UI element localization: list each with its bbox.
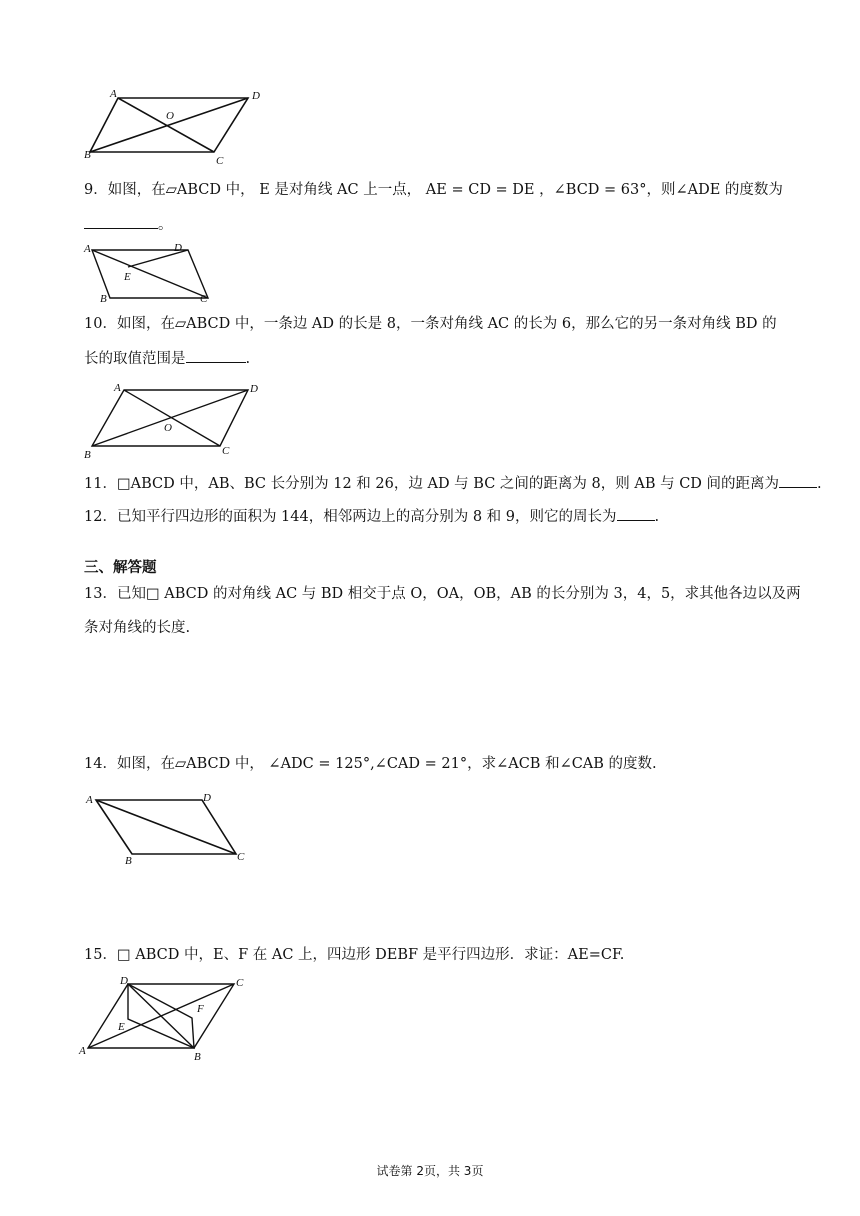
q10-text-line2: 长的取值范围是 . [84, 348, 250, 369]
label-o: O [164, 422, 172, 434]
label-b: B [100, 293, 107, 305]
label-e: E [118, 1021, 125, 1033]
label-d: D [250, 383, 258, 395]
q13-text: 13．已知□ ABCD 的对角线 AC 与 BD 相交于点 O，OA，OB，AB 的长分别为 3，4，5，求其他各边以及两 [84, 586, 801, 602]
label-b: B [125, 855, 132, 867]
page-footer: 试卷第 2页，共 3页 [376, 1164, 484, 1178]
q11-text: 11．□ABCD 中，AB、BC 长分别为 12 和 26，边 AD 与 BC 之间的距离为 8，则 AB 与 CD 间的距离为 . [84, 473, 822, 494]
q10-answer-blank[interactable] [186, 348, 246, 363]
label-a: A [84, 243, 91, 255]
label-f: F [197, 1003, 204, 1015]
q9-text: 9．如图，在▱ABCD 中， E 是对角线 AC 上一点， AE = CD = DE ，∠BCD = 63°，则∠ADE 的度数为 [84, 182, 783, 198]
figure-q10 [80, 378, 270, 466]
figure-parallelogram-top [80, 86, 280, 172]
q15-text: 15．□ ABCD 中，E、F 在 AC 上，四边形 DEBF 是平行四边形．求证：AE=CF. [84, 947, 625, 963]
label-o: O [166, 110, 174, 122]
q14-text: 14．如图，在▱ABCD 中， ∠ADC = 125°,∠CAD = 21°，求∠ACB 和∠CAB 的度数. [84, 756, 657, 772]
q12-answer-blank[interactable] [617, 506, 655, 521]
label-b: B [84, 449, 91, 461]
q9-end: 。 [158, 217, 173, 233]
q11-answer-blank[interactable] [779, 473, 817, 488]
q9-answer-blank[interactable] [84, 214, 158, 229]
label-e: E [124, 271, 131, 283]
label-c: C [237, 851, 245, 863]
label-d: D [252, 90, 260, 102]
label-b: B [194, 1051, 201, 1063]
label-a: A [110, 88, 117, 100]
q12-text: 12．已知平行四边形的面积为 144，相邻两边上的高分别为 8 和 9，则它的周长为 . [84, 506, 659, 527]
q10-text: 10．如图，在▱ABCD 中，一条边 AD 的长是 8，一条对角线 AC 的长为 6，那么它的另一条对角线 BD 的 [84, 316, 777, 332]
section-title: 三、解答题 [84, 560, 157, 576]
label-d: D [174, 242, 182, 254]
label-d: D [203, 792, 211, 804]
label-c: C [216, 155, 224, 167]
q13-text-line2: 条对角线的长度. [84, 620, 191, 636]
label-a: A [79, 1045, 86, 1057]
label-c: C [236, 977, 244, 989]
figure-q14 [80, 786, 260, 872]
label-b: B [84, 149, 91, 161]
label-a: A [114, 382, 121, 394]
label-a: A [86, 794, 93, 806]
figure-q9 [80, 240, 220, 310]
label-c: C [200, 293, 208, 305]
label-c: C [222, 445, 230, 457]
figure-q15 [76, 972, 266, 1068]
label-d: D [120, 975, 128, 987]
q9-answer-line [84, 214, 173, 235]
